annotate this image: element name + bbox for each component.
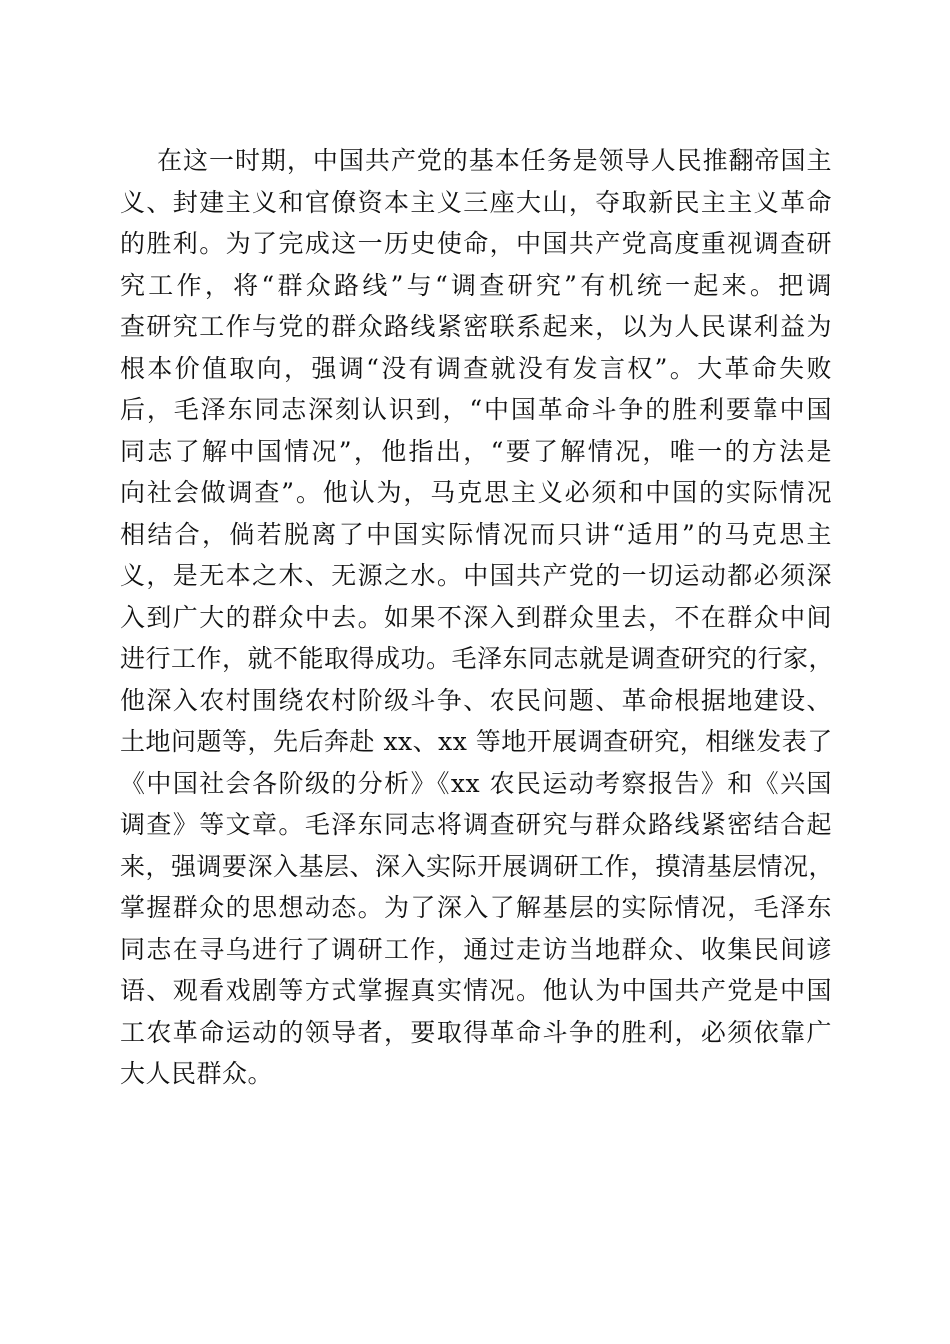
paragraph-line: 大人民群众。: [120, 1059, 274, 1088]
paragraph-line: 他深入农村围绕农村阶级斗争、农民问题、革命根据地建设、: [120, 685, 832, 715]
paragraph-line: 调查》等文章。毛泽东同志将调查研究与群众路线紧密结合起: [120, 810, 832, 839]
paragraph-line: 向社会做调查”。他认为，马克思主义必须和中国的实际情况: [120, 478, 832, 507]
paragraph-line: 工农革命运动的领导者，要取得革命斗争的胜利，必须依靠广: [120, 1017, 832, 1047]
paragraph-line: 后，毛泽东同志深刻认识到，“中国革命斗争的胜利要靠中国: [120, 395, 832, 424]
paragraph-line: 入到广大的群众中去。如果不深入到群众里去，不在群众中间: [120, 602, 832, 632]
paragraph-line: 义、封建主义和官僚资本主义三座大山，夺取新民主主义革命: [120, 187, 832, 217]
paragraph-line: 相结合，倘若脱离了中国实际情况而只讲“适用”的马克思主: [120, 519, 832, 549]
paragraph-line: 查研究工作与党的群众路线紧密联系起来，以为人民谋利益为: [120, 312, 832, 341]
paragraph-line: 同志了解中国情况”，他指出，“要了解情况，唯一的方法是: [120, 436, 832, 466]
paragraph-line: 来，强调要深入基层、深入实际开展调研工作，摸清基层情况，: [120, 851, 835, 881]
body-paragraph: [120, 140, 835, 1095]
paragraph-line: 《中国社会各阶级的分析》《xx 农民运动考察报告》和《兴国: [120, 768, 832, 798]
paragraph-line: 义，是无本之木、无源之水。中国共产党的一切运动都必须深: [120, 561, 832, 590]
paragraph-line: 究工作，将“群众路线”与“调查研究”有机统一起来。把调: [120, 270, 832, 300]
paragraph-line: 土地问题等，先后奔赴 xx、xx 等地开展调查研究，相继发表了: [120, 727, 833, 756]
paragraph-line: 语、观看戏剧等方式掌握真实情况。他认为中国共产党是中国: [120, 976, 832, 1005]
paragraph-line: 同志在寻乌进行了调研工作，通过走访当地群众、收集民间谚: [120, 934, 832, 964]
paragraph-line: 进行工作，就不能取得成功。毛泽东同志就是调查研究的行家，: [120, 644, 835, 673]
paragraph-line: 在这一时期，中国共产党的基本任务是领导人民推翻帝国主: [157, 146, 832, 175]
paragraph-line: 掌握群众的思想动态。为了深入了解基层的实际情况，毛泽东: [120, 893, 832, 922]
paragraph-line: 的胜利。为了完成这一历史使命，中国共产党高度重视调查研: [120, 229, 832, 258]
paragraph-line: 根本价值取向，强调“没有调查就没有发言权”。大革命失败: [120, 353, 832, 383]
